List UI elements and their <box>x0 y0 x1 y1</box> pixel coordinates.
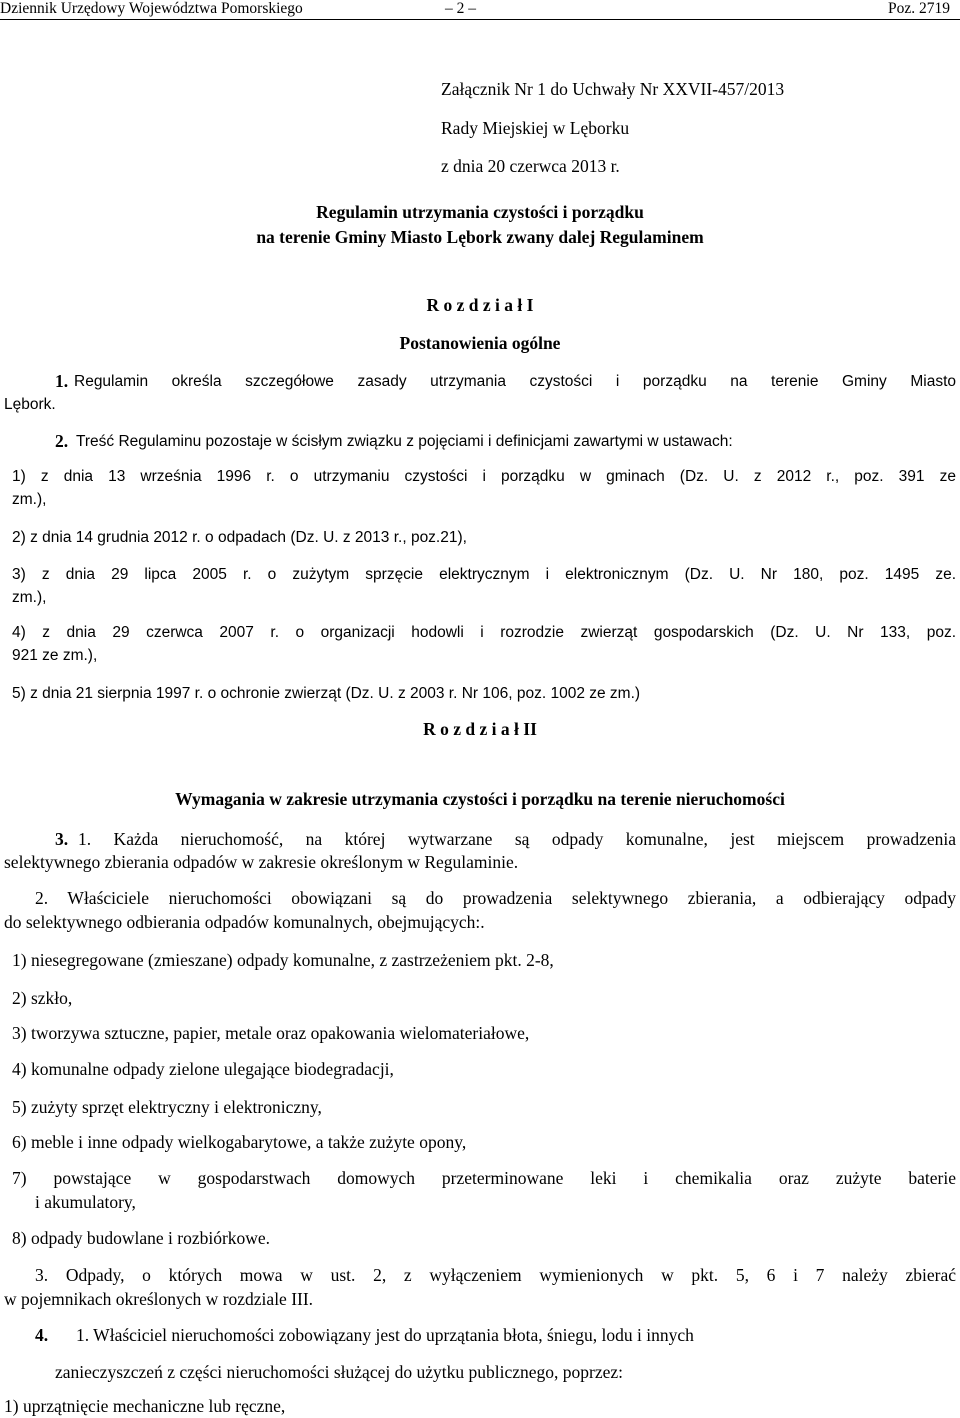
section-1-text-line-1: Regulamin określa szczegółowe zasady utrzymania czystości i porządku na terenie Gminy Miasto <box>74 373 956 390</box>
section-2-text: Treść Regulaminu pozostaje w ścisłym związku z pojęciami i definicjami zawartymi w ustawach: <box>76 433 733 450</box>
section-4-line-3: 1) uprzątnięcie mechaniczne lub ręczne, <box>4 1396 286 1416</box>
header-rule <box>0 19 960 20</box>
annex-line-3: z dnia 20 czerwca 2013 r. <box>441 156 620 176</box>
chapter-1-heading: R o z d z i a ł I <box>426 295 534 315</box>
position-number: Poz. 2719 <box>888 0 950 17</box>
section-2-item-5: 5) z dnia 21 sierpnia 1997 r. o ochronie zwierząt (Dz. U. z 2003 r. Nr 106, poz. 1002 ze zm.) <box>12 685 641 702</box>
waste-item-6: 6) meble i inne odpady wielkogabarytowe, a także zużyte opony, <box>12 1132 467 1152</box>
section-1-number: 1. <box>55 371 69 391</box>
journal-title: Dziennik Urzędowy Województwa Pomorskiego <box>0 0 303 17</box>
waste-item-4: 4) komunalne odpady zielone ulegające biodegradacji, <box>12 1059 394 1079</box>
section-4-number: 4. <box>35 1325 49 1345</box>
section-3-para-3-line-2: w pojemnikach określonych w rozdziale III. <box>4 1289 314 1309</box>
section-3-number: 3. <box>55 829 69 849</box>
waste-item-8: 8) odpady budowlane i rozbiórkowe. <box>12 1228 271 1248</box>
section-2-item-3-line-1: 3) z dnia 29 lipca 2005 r. o zużytym sprzęcie elektrycznym i elektronicznym (Dz. U. Nr 180, poz. 1495 ze. <box>12 566 956 583</box>
annex-line-1: Załącznik Nr 1 do Uchwały Nr XXVII-457/2013 <box>441 79 785 99</box>
chapter-1-subheading: Postanowienia ogólne <box>399 333 561 353</box>
document-title-line-1: Regulamin utrzymania czystości i porządku <box>316 202 644 222</box>
section-2-item-1-line-2: zm.), <box>12 491 47 508</box>
section-2-item-3-line-2: zm.), <box>12 589 47 606</box>
section-4-line-1: 1. Właściciel nieruchomości zobowiązany jest do uprzątania błota, śniegu, lodu i innych <box>76 1325 694 1345</box>
page-header <box>0 0 960 20</box>
section-2-item-4-line-2: 921 ze zm.), <box>12 647 98 664</box>
section-1-text-line-2: Lębork. <box>4 396 56 413</box>
section-2-item-2: 2) z dnia 14 grudnia 2012 r. o odpadach (Dz. U. z 2013 r., poz.21), <box>12 529 467 546</box>
section-3-para-2-line-2: do selektywnego odbierania odpadów komunalnych, obejmujących:. <box>4 912 485 932</box>
waste-item-3: 3) tworzywa sztuczne, papier, metale oraz opakowania wielomateriałowe, <box>12 1023 530 1043</box>
chapter-2-subheading: Wymagania w zakresie utrzymania czystości i porządku na terenie nieruchomości <box>175 789 785 809</box>
waste-item-7-line-1: 7) powstające w gospodarstwach domowych przeterminowane leki i chemikalia oraz zużyte baterie <box>12 1168 956 1188</box>
section-2-item-1-line-1: 1) z dnia 13 września 1996 r. o utrzymaniu czystości i porządku w gminach (Dz. U. z 2012 r., poz. 391 ze <box>12 468 956 485</box>
waste-item-2: 2) szkło, <box>12 988 73 1008</box>
section-3-para-2-line-1: 2. Właściciele nieruchomości obowiązani są do prowadzenia selektywnego zbierania, a odbierający odpady <box>35 888 956 908</box>
section-4-line-2: zanieczyszczeń z części nieruchomości służącej do użytku publicznego, poprzez: <box>55 1362 623 1382</box>
section-2-number: 2. <box>55 431 69 451</box>
section-2-item-4-line-1: 4) z dnia 29 czerwca 2007 r. o organizacji hodowli i rozrodzie zwierząt gospodarskich (Dz. U. Nr 133, poz. <box>12 624 956 641</box>
section-3-para-1-line-2: selektywnego zbierania odpadów w zakresie określonym w Regulaminie. <box>4 852 519 872</box>
chapter-2-heading: R o z d z i a ł II <box>423 719 537 739</box>
waste-item-7-line-2: i akumulatory, <box>35 1192 136 1212</box>
waste-item-1: 1) niesegregowane (zmieszane) odpady komunalne, z zastrzeżeniem pkt. 2-8, <box>12 950 554 970</box>
waste-item-5: 5) zużyty sprzęt elektryczny i elektroniczny, <box>12 1097 322 1117</box>
section-3-para-3-line-1: 3. Odpady, o których mowa w ust. 2, z wyłączeniem wymienionych w pkt. 5, 6 i 7 należy zbierać <box>35 1265 956 1285</box>
document-title-line-2: na terenie Gminy Miasto Lębork zwany dalej Regulaminem <box>256 227 704 247</box>
section-3-para-1-line-1: 1. Każda nieruchomość, na której wytwarzane są odpady komunalne, jest miejscem prowadzenia <box>78 829 956 849</box>
page-number: – 2 – <box>445 0 476 17</box>
annex-line-2: Rady Miejskiej w Lęborku <box>441 118 630 138</box>
